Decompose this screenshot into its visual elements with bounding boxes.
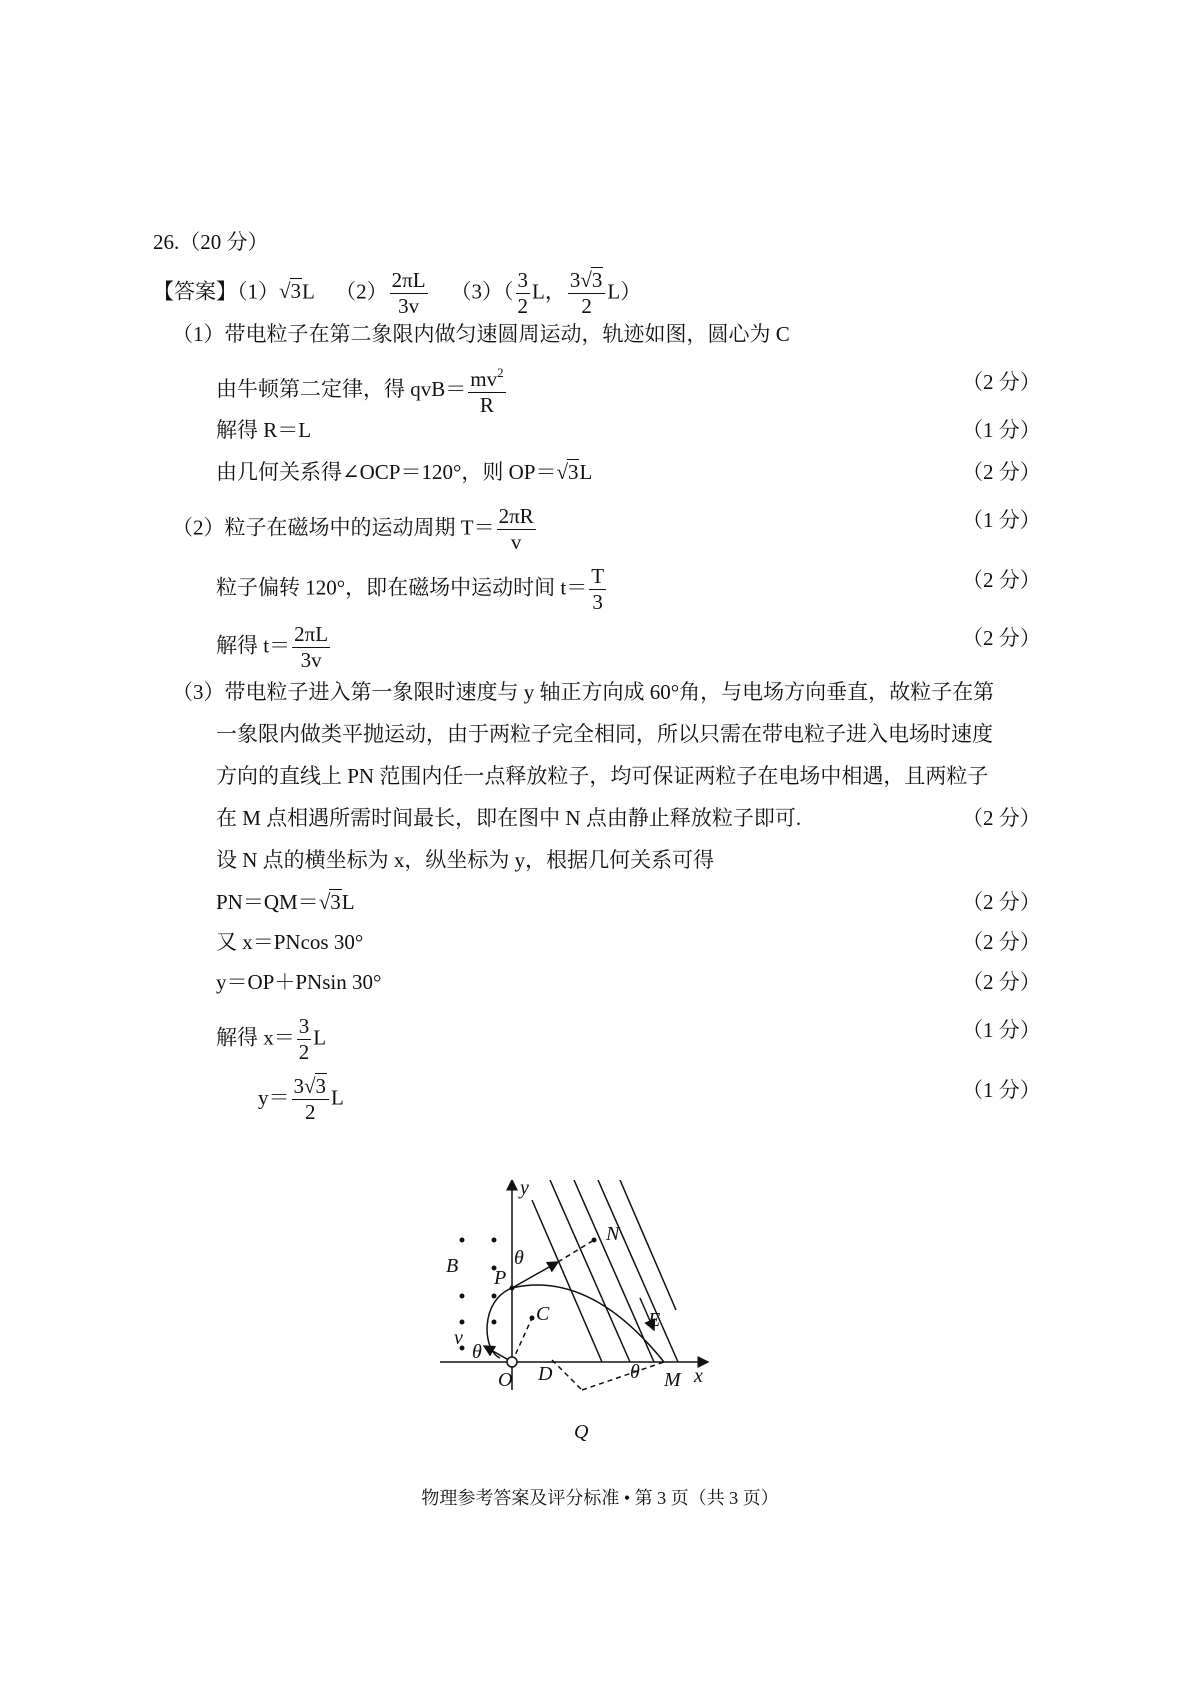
part2-eq3-fraction: $\frac{2\pi L}{3v}$ [294, 622, 329, 672]
part2-eq3-score: （2 分） [962, 626, 1041, 650]
answer-part3-label: （3） [450, 279, 504, 304]
part3-line-3: 方向的直线上 PN 范围内任一点释放粒子，均可保证两粒子在电场中相遇，且两粒子 [216, 764, 989, 788]
answer-part2-fraction: $\frac{2\pi L}{3v}$ [391, 268, 426, 318]
answer-part3-x-unit: L， [532, 279, 566, 304]
field-line-1 [532, 1200, 602, 1362]
part1-eq3-score: （2 分） [962, 460, 1041, 484]
field-line-5 [620, 1180, 676, 1310]
part3-line-2: 一象限内做类平抛运动，由于两粒子完全相同，所以只需在带电粒子进入电场时速度 [216, 722, 993, 746]
label-q-text: Q [574, 1421, 589, 1443]
dashed-q-visible-1 [552, 1360, 582, 1390]
answer-part1-label: （1） [237, 279, 279, 304]
part3-line-4: 在 M 点相遇所需时间最长，即在图中 N 点由静止释放粒子即可. [216, 806, 802, 830]
answer-part1-sqrt: √3 [279, 279, 302, 304]
part2-equation-1: （2）粒子在磁场中的运动周期 T＝ $\frac{2\pi R}{v}$ [172, 504, 534, 554]
part3-equation-5: y＝ $\frac{3√3}{2}$ L [258, 1074, 344, 1124]
label-x: x [694, 1365, 703, 1387]
label-m: M [664, 1369, 681, 1391]
part1-eq2-score: （1 分） [962, 418, 1041, 442]
point-p [510, 1286, 515, 1291]
label-theta-1: θ [514, 1247, 524, 1269]
part2-eq2-fraction: $\frac{T}{3}$ [591, 564, 605, 614]
point-n [592, 1238, 597, 1243]
part3-eq2-score: （2 分） [962, 930, 1041, 954]
part1-equation-3: 由几何关系得∠OCP＝120°，则 OP＝√3L [216, 460, 593, 484]
part1-eq1-fraction: $\frac{mv^2}{R}$ [470, 365, 504, 417]
point-c [530, 1316, 535, 1321]
part2-eq2-score: （2 分） [962, 568, 1041, 592]
circle-arc [487, 1288, 512, 1358]
part3-equation-1: PN＝QM＝√3L [216, 890, 355, 914]
part3-eq5-score: （1 分） [962, 1078, 1041, 1102]
answer-part3-y-fraction: $\frac{3√3}{2}$ [568, 270, 606, 317]
part2-eq1-fraction: $\frac{2\pi R}{v}$ [498, 504, 534, 554]
answer-part3-open: （ [503, 279, 514, 304]
label-b: B [446, 1255, 459, 1277]
part3-eq3-score: （2 分） [962, 970, 1041, 994]
part3-eq4-score: （1 分） [962, 1018, 1041, 1042]
part1-eq3-sqrt: √3 [556, 460, 579, 484]
dashed-pn [558, 1240, 594, 1262]
label-y: y [520, 1180, 529, 1199]
field-line-4 [598, 1180, 678, 1362]
label-d: D [538, 1363, 553, 1385]
answer-part3-x-fraction: $\frac{3}{2}$ [517, 268, 529, 318]
label-e: E [648, 1309, 661, 1331]
field-line-3 [574, 1180, 654, 1362]
label-theta-3: θ [630, 1361, 640, 1383]
answer-part1-unit: L [302, 279, 315, 304]
label-p: P [494, 1267, 507, 1289]
part3-eq1-score: （2 分） [962, 890, 1041, 914]
physics-diagram [440, 1180, 730, 1400]
origin-circle [507, 1357, 517, 1367]
part3-line-1: （3）带电粒子进入第一象限时速度与 y 轴正方向成 60°角，与电场方向垂直，故粒子在第 [172, 680, 995, 704]
part3-line-5: 设 N 点的横坐标为 x，纵坐标为 y，根据几何关系可得 [216, 848, 715, 872]
label-v: v [454, 1327, 463, 1349]
answer-part2-label: （2） [335, 279, 388, 304]
label-theta-2: θ [472, 1341, 482, 1363]
part1-equation-1: 由牛顿第二定律，得 qvB＝ $\frac{mv^2}{R}$ [216, 365, 504, 417]
part3-eq1-sqrt: √3 [318, 890, 341, 914]
label-c: C [536, 1303, 550, 1325]
dashed-oc [512, 1318, 532, 1362]
part3-equation-3: y＝OP＋PNsin 30° [216, 970, 382, 994]
part3-line4-score: （2 分） [962, 806, 1041, 830]
part1-intro: （1）带电粒子在第二象限内做匀速圆周运动，轨迹如图，圆心为 C [172, 322, 790, 346]
part3-equation-4: 解得 x＝ $\frac{3}{2}$ L [216, 1014, 327, 1064]
part3-equation-2: 又 x＝PNcos 30° [216, 930, 364, 954]
part1-equation-2: 解得 R＝L [216, 418, 312, 442]
part2-equation-3: 解得 t＝ $\frac{2\pi L}{3v}$ [216, 622, 329, 672]
part3-eq5-fraction: $\frac{3√3}{2}$ [292, 1076, 330, 1123]
dashed-q-m [582, 1362, 664, 1390]
answer-part3-close: L） [607, 279, 642, 304]
trajectory-pm [512, 1285, 664, 1362]
question-header: 26.（20 分） [153, 230, 269, 254]
page-footer: 物理参考答案及评分标准 • 第 3 页（共 3 页） [421, 1488, 779, 1508]
label-o: O [498, 1369, 513, 1391]
label-n: N [606, 1223, 620, 1245]
part2-eq1-score: （1 分） [962, 508, 1041, 532]
part3-eq4-fraction: $\frac{3}{2}$ [298, 1014, 310, 1064]
part2-equation-2: 粒子偏转 120°，即在磁场中运动时间 t＝ $\frac{T}{3}$ [216, 564, 605, 614]
answer-label: 【答案】 [153, 279, 237, 304]
answer-summary [153, 270, 641, 317]
part1-eq1-score: （2 分） [962, 370, 1041, 394]
